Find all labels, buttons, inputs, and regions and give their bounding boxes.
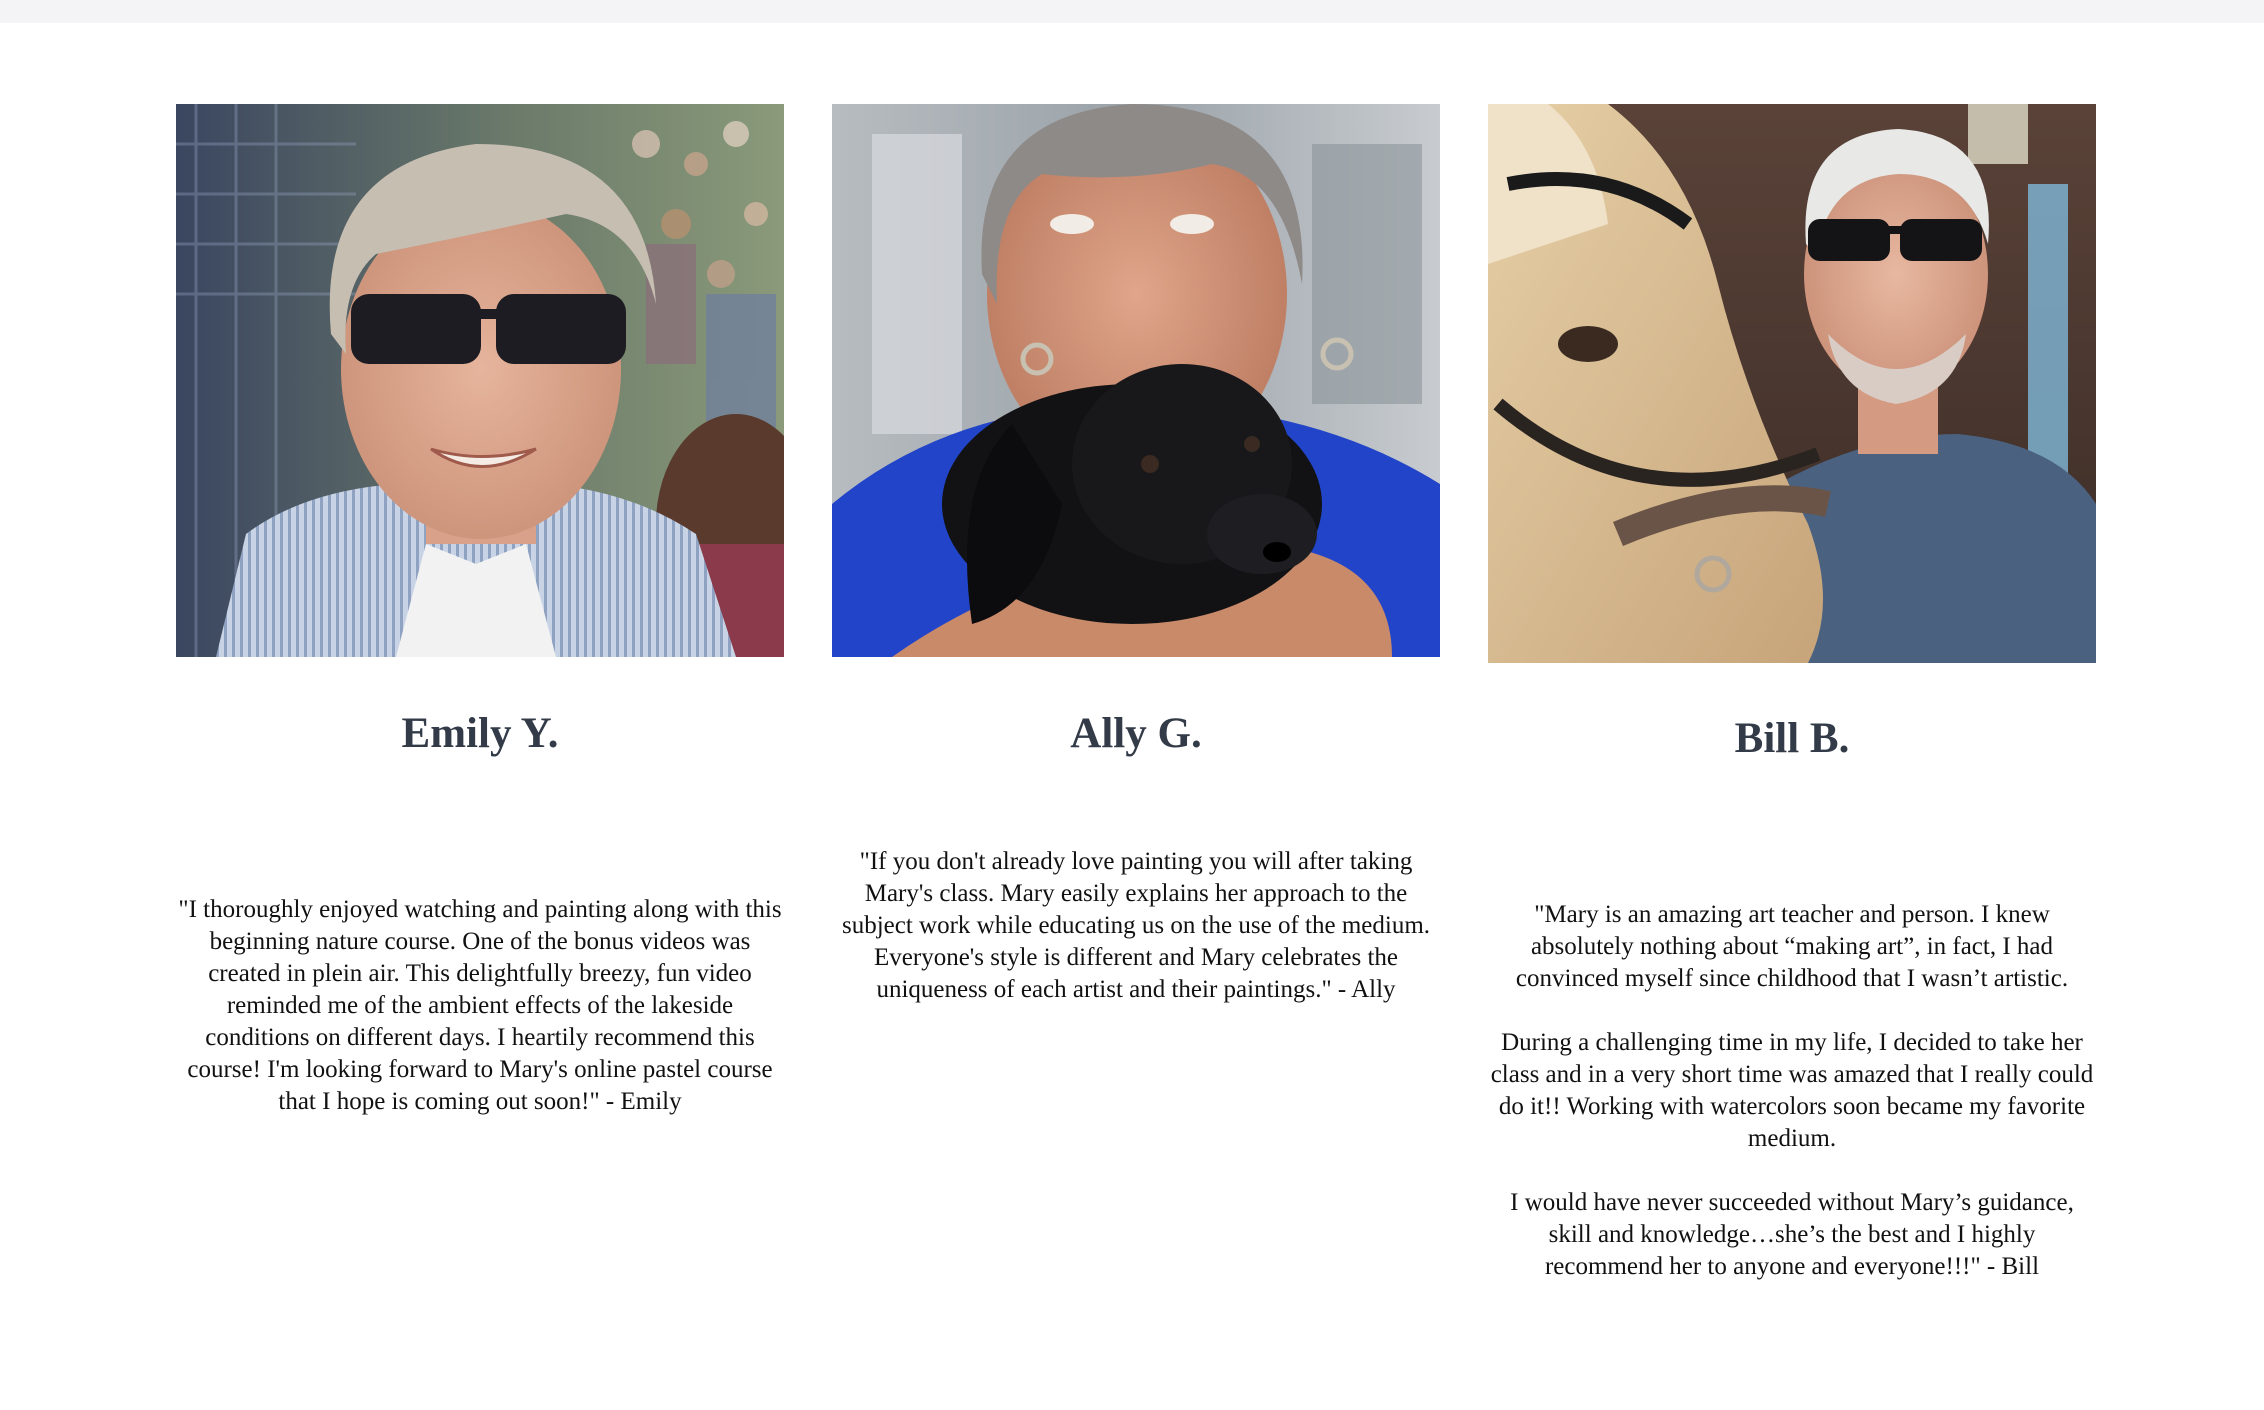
testimonial-photo-emily [176,104,784,657]
testimonial-quote-bill [1488,899,2096,1283]
testimonial-photo-bill [1488,104,2096,663]
testimonial-quote-paragraph: During a challenging time in my life, I decided to take her class and in a very short time was amazed that I really could do it!! Working with watercolors soon became my favorite medium. [1490,1029,2094,1152]
testimonial-card-ally [832,104,1440,1354]
testimonial-quote-text: "If you don't already love painting you will after taking Mary's class. Mary easily explains her approach to the subject work while educating us on the use of the medium. Everyone's style is different and Mary celebrates the uniqueness of each artist and their paintings." - Ally [841,848,1431,1003]
testimonial-photo-ally [832,104,1440,657]
testimonial-quote-paragraph: I would have never succeeded without Mary’s guidance, skill and knowledge…she’s the best and I highly recommend her to anyone and everyone!!!" - Bill [1510,1189,2074,1280]
testimonial-name-emily: Emily Y. [401,710,559,757]
testimonial-name-bill: Bill B. [1734,715,1850,762]
testimonial-name-ally: Ally G. [1070,710,1202,757]
testimonial-card-bill [1488,104,2096,1354]
testimonial-card-emily [176,104,784,1354]
testimonial-quote-ally [832,846,1440,1006]
top-strip [0,0,2264,23]
testimonial-quote-paragraph: "Mary is an amazing art teacher and person. I knew absolutely nothing about “making art”, in fact, I had convinced myself since childhood that I wasn’t artistic. [1515,901,2069,992]
testimonial-quote-text: "I thoroughly enjoyed watching and painting along with this beginning nature course. One of the bonus videos was created in plein air. This delightfully breezy, fun video reminded me of the ambient effects of the lakeside conditions on different days. I heartily recommend this course! I'm looking forward to Mary's online pastel course that I hope is coming out soon!" - Emily [178,896,782,1115]
testimonial-quote-emily [176,894,784,1118]
